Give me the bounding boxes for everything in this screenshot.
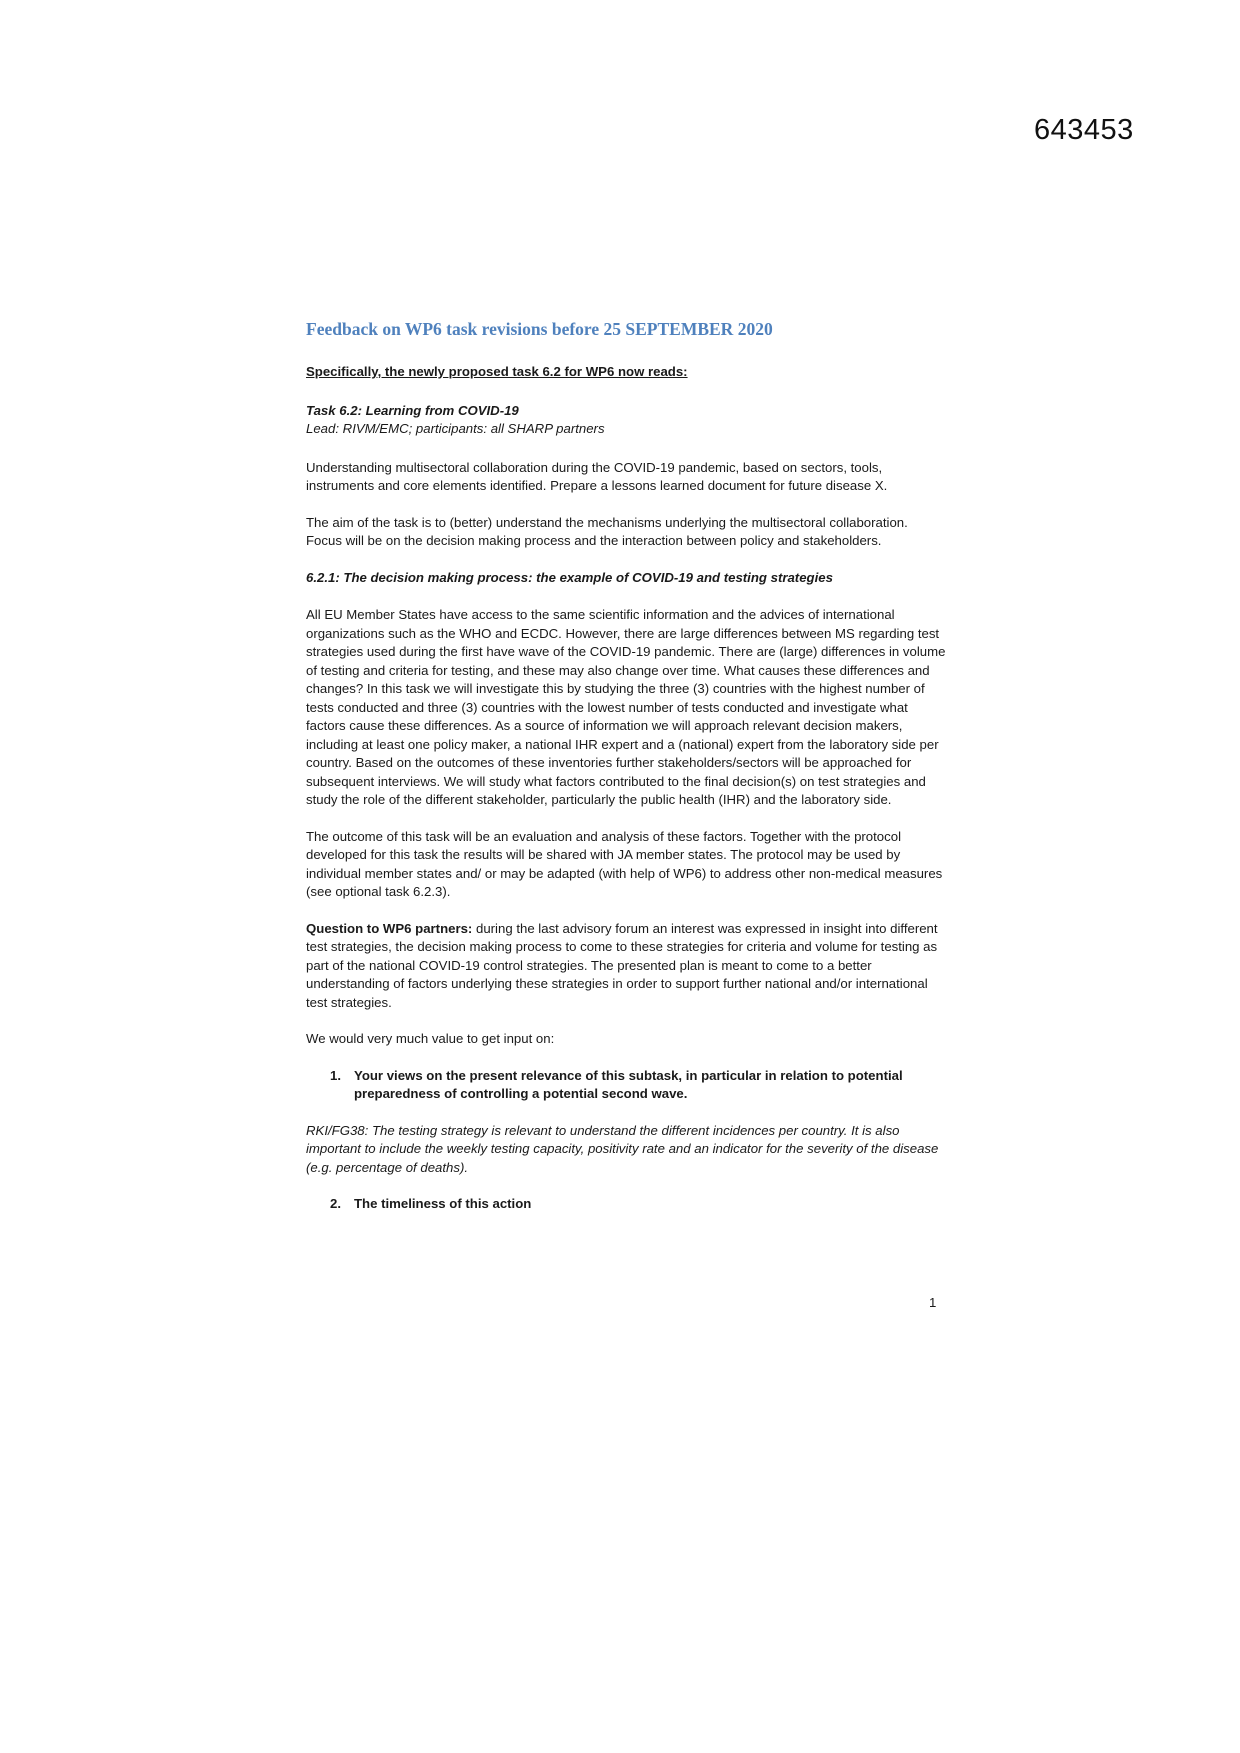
paragraph-aim: The aim of the task is to (better) understand the mechanisms underlying the multisectoral collaboration. Focus will be on the decision making process and the interaction between policy and stakeholders. — [306, 514, 908, 548]
paragraph-question — [306, 920, 946, 1013]
document-id: 643453 — [1034, 114, 1134, 146]
task-title: Task 6.2: Learning from COVID-19 — [306, 402, 519, 418]
question-label: Question to WP6 partners: — [306, 920, 473, 936]
list-text: Your views on the present relevance of this subtask, in particular in relation to potential preparedness of controlling a potential second wave. — [354, 1067, 903, 1101]
question-list-1 — [306, 1067, 946, 1104]
intro-line: Specifically, the newly proposed task 6.2 for WP6 now reads: — [306, 364, 688, 379]
paragraph-understanding: Understanding multisectoral collaboration during the COVID-19 pandemic, based on sectors, tools, instruments and core elements identified. Prepare a lessons learned document for future disease X. — [306, 459, 888, 493]
subtask-heading: 6.2.1: The decision making process: the example of COVID-19 and testing strategies — [306, 569, 833, 585]
list-text: The timeliness of this action — [354, 1196, 532, 1211]
list-number: 2. — [330, 1196, 341, 1211]
document-body — [306, 318, 946, 1232]
page-number: 1 — [929, 1295, 937, 1310]
paragraph-outcome: The outcome of this task will be an evaluation and analysis of these factors. Together with the protocol developed for this task the results will be shared with JA member states. The protocol may be used by individual member states and/ or may be adapted (with help of WP6) to address other non-medical measures (see optional task 6.2.3). — [306, 828, 943, 899]
response-rki: RKI/FG38: The testing strategy is relevant to understand the different incidences per country. It is also important to include the weekly testing capacity, positivity rate and an indicator for the severity of the disease (e.g. percentage of deaths). — [306, 1122, 939, 1175]
question-list-2 — [306, 1195, 946, 1214]
list-number: 1. — [330, 1067, 341, 1083]
task-lead: Lead: RIVM/EMC; participants: all SHARP partners — [306, 421, 605, 436]
list-item — [306, 1067, 946, 1104]
list-item — [306, 1195, 946, 1214]
paragraph-member-states: All EU Member States have access to the same scientific information and the advices of international organizations such as the WHO and ECDC. However, there are large differences between MS regarding test strategies used during the first have wave of the COVID-19 pandemic. There are (large) differences in volume of testing and criteria for testing, and these may also change over time. What causes these differences and changes? In this task we will investigate this by studying the three (3) countries with the highest number of tests conducted and three (3) countries with the lowest number of tests conducted and investigate what factors cause these differences. As a source of information we will approach relevant decision makers, including at least one policy maker, a national IHR expert and a (national) expert from the laboratory side per country. Based on the outcomes of these inventories further stakeholders/sectors will be approached for subsequent interviews. We will study what factors contributed to the final decision(s) on test strategies and study the role of the different stakeholder, particularly the public health (IHR) and the laboratory side. — [306, 607, 946, 807]
document-title: Feedback on WP6 task revisions before 25 SEPTEMBER 2020 — [306, 319, 773, 339]
input-intro: We would very much value to get input on: — [306, 1031, 555, 1046]
question-text: during the last advisory forum an interest was expressed in insight into different test strategies, the decision making process to come to these strategies for criteria and volume for testing as part of the national COVID-19 control strategies. The presented plan is meant to come to a better understanding of factors underlying these strategies in order to support further national and/or international test strategies. — [306, 920, 938, 1010]
